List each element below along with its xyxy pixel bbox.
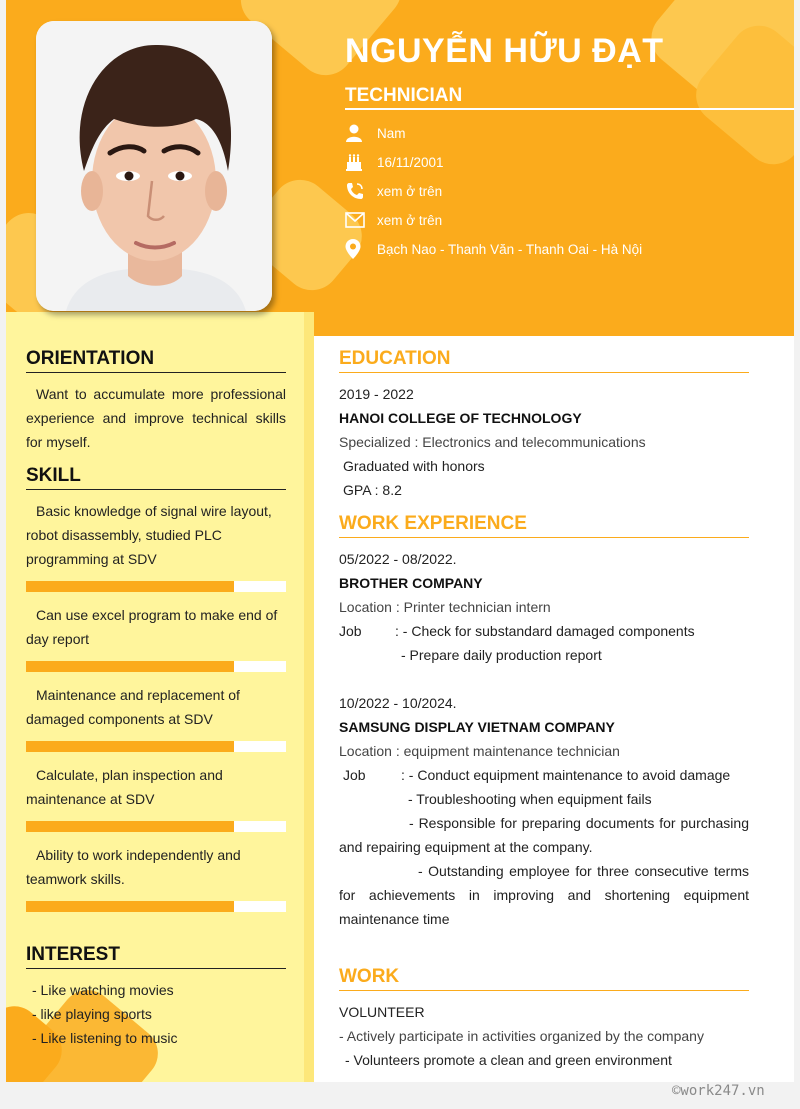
contact-gender-text: Nam — [377, 125, 406, 141]
education-specialized: Specialized : Electronics and telecommunications — [339, 434, 646, 450]
contact-address-text: Bạch Nao - Thanh Văn - Thanh Oai - Hà Nội — [377, 241, 643, 257]
left-column-edge — [304, 312, 314, 1082]
interest-item: - like playing sports — [32, 1006, 152, 1022]
contact-address — [345, 239, 785, 259]
skill-bar-fill — [26, 581, 234, 592]
orientation-heading: ORIENTATION — [26, 348, 286, 373]
job2-company: SAMSUNG DISPLAY VIETNAM COMPANY — [339, 719, 615, 735]
orientation-text: Want to accumulate more professional experience and improve technical skills for myself. — [26, 386, 286, 450]
skill-bar — [26, 821, 286, 832]
job1-period: 05/2022 - 08/2022. — [339, 551, 457, 567]
skill-item: Maintenance and replacement of damaged components at SDV — [26, 687, 240, 727]
mail-icon — [345, 210, 367, 230]
skill-bar-fill — [26, 661, 234, 672]
candidate-name: NGUYỄN HỮU ĐẠT — [345, 32, 664, 70]
location-pin-icon — [345, 239, 367, 259]
job2-location: Location : equipment maintenance technician — [339, 743, 620, 759]
cv-page — [6, 0, 794, 1082]
skill-bar-fill — [26, 741, 234, 752]
work-heading: WORK — [339, 966, 749, 991]
contact-phone-text: xem ở trên — [377, 183, 443, 199]
profile-photo — [36, 21, 272, 311]
person-icon — [345, 123, 367, 143]
work-item: - Actively participate in activities organized by the company — [339, 1028, 704, 1044]
skill-bar — [26, 581, 286, 592]
contact-birthday-text: 16/11/2001 — [377, 154, 444, 170]
job1-company: BROTHER COMPANY — [339, 575, 483, 591]
job2-duty: - Troubleshooting when equipment fails — [408, 791, 652, 807]
interest-heading: INTEREST — [26, 944, 286, 969]
skill-bar — [26, 661, 286, 672]
job1-duty: : - Check for substandard damaged components — [395, 623, 695, 639]
watermark: ©work247.vn — [672, 1083, 765, 1099]
job-title: TECHNICIAN — [345, 85, 463, 106]
education-school: HANOI COLLEGE OF TECHNOLOGY — [339, 410, 582, 426]
work-role: VOLUNTEER — [339, 1004, 425, 1020]
skill-item: Ability to work independently and teamwork skills. — [26, 847, 241, 887]
education-heading: EDUCATION — [339, 348, 749, 373]
interest-item: - Like listening to music — [32, 1030, 178, 1046]
birthday-cake-icon — [345, 152, 367, 172]
job2-job-label: Job — [343, 767, 366, 783]
contact-gender — [345, 123, 785, 143]
job2-duty: : - Conduct equipment maintenance to avoid damage — [401, 767, 731, 783]
job2-period: 10/2022 - 10/2024. — [339, 695, 457, 711]
skill-item: Basic knowledge of signal wire layout, robot disassembly, studied PLC programming at SDV — [26, 503, 272, 567]
job1-job-label: Job — [339, 623, 362, 639]
interest-item: - Like watching movies — [32, 982, 174, 998]
education-period: 2019 - 2022 — [339, 386, 414, 402]
work-item: - Volunteers promote a clean and green environment — [345, 1052, 672, 1068]
contact-email — [345, 210, 785, 230]
contact-email-text: xem ở trên — [377, 212, 443, 228]
skill-heading: SKILL — [26, 465, 286, 490]
skill-item: Can use excel program to make end of day report — [26, 607, 278, 647]
skill-item: Calculate, plan inspection and maintenance at SDV — [26, 767, 223, 807]
skill-bar-fill — [26, 901, 234, 912]
skill-bar — [26, 901, 286, 912]
education-honors: Graduated with honors — [343, 458, 485, 474]
phone-icon — [345, 181, 367, 201]
job1-duty: - Prepare daily production report — [401, 647, 602, 663]
contact-phone — [345, 181, 785, 201]
skill-bar-fill — [26, 821, 234, 832]
education-gpa: GPA : 8.2 — [343, 482, 402, 498]
job2-duty: - Responsible for preparing documents for purchasing and repairing equipment at the company. — [339, 815, 749, 855]
title-divider — [345, 108, 794, 110]
skill-bar — [26, 741, 286, 752]
work-experience-heading: WORK EXPERIENCE — [339, 513, 749, 538]
job1-location: Location : Printer technician intern — [339, 599, 551, 615]
contact-birthday — [345, 152, 785, 172]
job2-duty: - Outstanding employee for three consecutive terms for achievements in improving and shortening equipment maintenance time — [339, 863, 749, 927]
